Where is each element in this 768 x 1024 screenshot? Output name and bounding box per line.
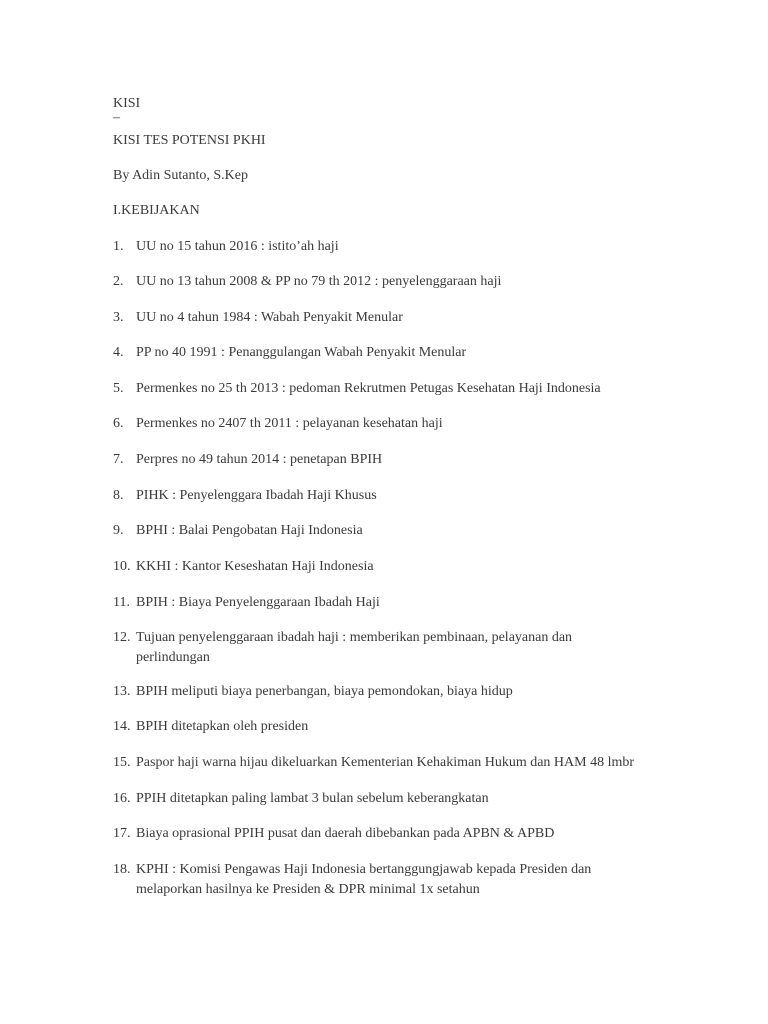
list-item-number: 8. [113, 488, 124, 503]
list-item [113, 308, 673, 328]
list-item [113, 486, 673, 506]
list-item-text [136, 860, 673, 900]
list-item-text [136, 414, 673, 434]
list-item-text-line: BPHI : Balai Pengobatan Haji Indonesia [136, 523, 363, 538]
list-item [113, 450, 673, 470]
list-item-text-line: KKHI : Kantor Keseshatan Haji Indonesia [136, 559, 374, 574]
list-item [113, 628, 673, 668]
list-item-number: 16. [113, 791, 131, 806]
list-item-text [136, 628, 673, 668]
list-item-text-line: PP no 40 1991 : Penanggulangan Wabah Penyakit Menular [136, 345, 467, 360]
list-item [113, 824, 673, 844]
list-item-text [136, 237, 673, 257]
list-item-number: 10. [113, 559, 131, 574]
list-item-text [136, 521, 673, 541]
list-item-text [136, 789, 673, 809]
list-item-text-line: Perpres no 49 tahun 2014 : penetapan BPIH [136, 452, 383, 467]
list-item-text-line: Permenkes no 2407 th 2011 : pelayanan kesehatan haji [136, 416, 443, 431]
list-item [113, 593, 673, 613]
list-item-text-line: Tujuan penyelenggaraan ibadah haji : memberikan pembinaan, pelayanan dan [136, 630, 573, 645]
list-item [113, 789, 673, 809]
list-item-number: 11. [113, 595, 130, 610]
list-item [113, 860, 673, 900]
list-item-text-line: UU no 15 tahun 2016 : istito’ah haji [136, 239, 339, 254]
list-item-text-line: BPIH : Biaya Penyelenggaraan Ibadah Haji [136, 595, 380, 610]
list-item-number: 9. [113, 523, 124, 538]
list-item-number: 1. [113, 239, 124, 254]
list-item-text [136, 682, 673, 702]
list-item-text [136, 272, 673, 292]
list-item [113, 343, 673, 363]
list-item-text [136, 450, 673, 470]
list-item-text-line: KPHI : Komisi Pengawas Haji Indonesia bertanggungjawab kepada Presiden dan [136, 862, 592, 877]
list-item-text [136, 343, 673, 363]
list-item [113, 237, 673, 257]
list-item [113, 521, 673, 541]
list-item-text-line: PPIH ditetapkan paling lambat 3 bulan sebelum keberangkatan [136, 791, 489, 806]
list-item-number: 7. [113, 452, 124, 467]
list-item-number: 17. [113, 826, 131, 841]
list-item-number: 2. [113, 274, 124, 289]
author-line: By Adin Sutanto, S.Kep [113, 168, 248, 183]
list-item [113, 682, 673, 702]
list-item [113, 717, 673, 737]
list-item-text-line: BPIH meliputi biaya penerbangan, biaya pemondokan, biaya hidup [136, 684, 513, 699]
list-item-text-line: UU no 13 tahun 2008 & PP no 79 th 2012 : penyelenggaraan haji [136, 274, 502, 289]
list-item-text-line: BPIH ditetapkan oleh presiden [136, 719, 309, 734]
list-item [113, 414, 673, 434]
list-item-number: 6. [113, 416, 124, 431]
list-item-text [136, 717, 673, 737]
list-item-number: 12. [113, 630, 131, 645]
title-line-1: KISI [113, 96, 141, 111]
list-item-text-line: melaporkan hasilnya ke Presiden & DPR minimal 1x setahun [136, 882, 480, 897]
list-item-number: 18. [113, 862, 131, 877]
list-item-number: 4. [113, 345, 124, 360]
list-item-number: 14. [113, 719, 131, 734]
list-item [113, 379, 673, 399]
list-item-text [136, 379, 673, 399]
list-item-text [136, 557, 673, 577]
list-item-text [136, 486, 673, 506]
list-item [113, 557, 673, 577]
list-item-number: 3. [113, 310, 124, 325]
list-item-text [136, 308, 673, 328]
list-item-text [136, 824, 673, 844]
list-item [113, 753, 673, 773]
list-item-text-line: perlindungan [136, 650, 210, 665]
title-dash: – [113, 110, 120, 125]
list-item-text [136, 593, 673, 613]
list-item-number: 15. [113, 755, 131, 770]
list-item-number: 13. [113, 684, 131, 699]
list-item-text [136, 753, 673, 773]
list-item-text-line: Paspor haji warna hijau dikeluarkan Kementerian Kehakiman Hukum dan HAM 48 lmbr [136, 755, 635, 770]
section-heading: I.KEBIJAKAN [113, 203, 200, 218]
list-item-number: 5. [113, 381, 124, 396]
list-item-text-line: PIHK : Penyelenggara Ibadah Haji Khusus [136, 488, 377, 503]
list-item-text-line: Permenkes no 25 th 2013 : pedoman Rekrutmen Petugas Kesehatan Haji Indonesia [136, 381, 601, 396]
title-line-2: KISI TES POTENSI PKHI [113, 133, 266, 148]
list-item-text-line: Biaya oprasional PPIH pusat dan daerah dibebankan pada APBN & APBD [136, 826, 555, 841]
list-item-text-line: UU no 4 tahun 1984 : Wabah Penyakit Menular [136, 310, 403, 325]
list-item [113, 272, 673, 292]
